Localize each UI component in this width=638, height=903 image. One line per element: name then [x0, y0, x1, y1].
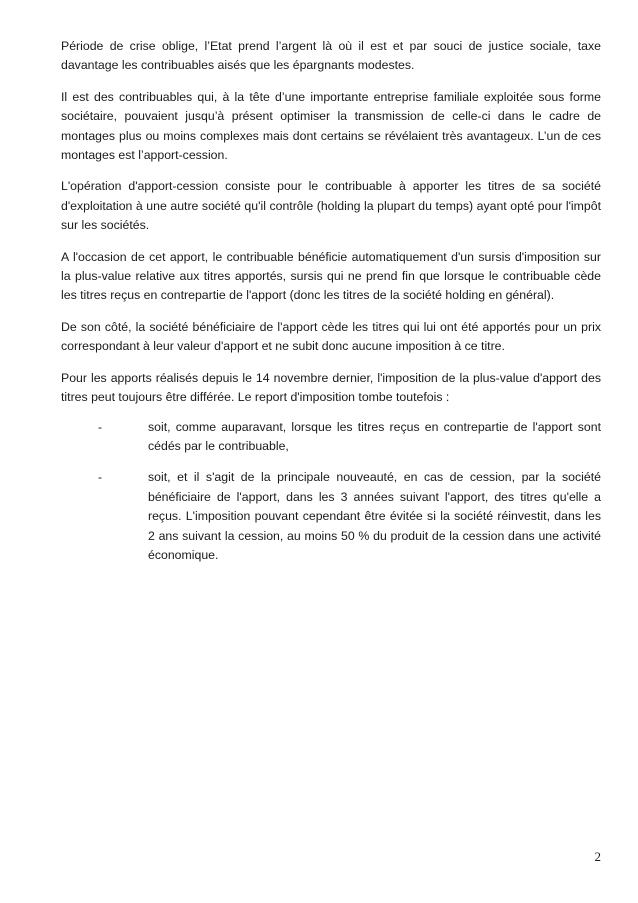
bullet-text: soit, comme auparavant, lorsque les titres reçus en contrepartie de l'apport sont cédés par le contribuable, — [148, 419, 601, 453]
page-number: 2 — [594, 849, 601, 864]
paragraph-crisis: Période de crise oblige, l’Etat prend l’argent là où il est et par souci de justice sociale, taxe davantage les contribuables aisés que les épargnants modestes. — [61, 39, 601, 73]
bullet-list — [61, 418, 601, 566]
bullet-marker: - — [98, 419, 103, 434]
paragraph-operation: L'opération d'apport-cession consiste pour le contribuable à apporter les titres de sa société d'exploitation à une autre société qu'il contrôle (holding la plupart du temps) ayant opté pour l'impôt sur les sociétés. — [61, 179, 601, 233]
paragraph-taxpayers: Il est des contribuables qui, à la tête d’une importante entreprise familiale exploitée sous forme sociétaire, pouvaient jusqu’à présent optimiser la transmission de celle-ci dans le cadre de montages plus ou moins complexes mais dont certains se révélaient très avantageux. L’un de ces montages est l’apport-cession. — [61, 89, 601, 163]
paragraph-deferral: A l'occasion de cet apport, le contribuable bénéficie automatiquement d'un sursis d'imposition sur la plus-value relative aux titres apportés, sursis qui ne prend fin que lorsque le contribuable cède les titres reçus en contrepartie de l'apport (donc les titres de la société holding en général). — [61, 249, 601, 303]
bullet-marker: - — [98, 470, 103, 485]
list-item — [61, 418, 601, 457]
paragraph-beneficiary: De son côté, la société bénéficiaire de l'apport cède les titres qui lui ont été apportés pour un prix correspondant à leur valeur d'apport et ne subit donc aucune imposition à ce titre. — [61, 319, 601, 354]
paragraph-new-rules: Pour les apports réalisés depuis le 14 novembre dernier, l'imposition de la plus-value d'apport des titres peut toujours être différée. Le report d'imposition tombe toutefois : — [61, 370, 601, 405]
list-item — [61, 468, 601, 565]
document-body — [61, 37, 601, 577]
bullet-text: soit, et il s'agit de la principale nouveauté, en cas de cession, par la société bénéficiaire de l'apport, dans les 3 années suivant l'apport, des titres qu'elle a reçus. L'imposition pouvant cependant être évitée si la société réinvestit, dans les 2 ans suivant la cession, au moins 50 % du produit de la cession dans une activité économique. — [148, 470, 601, 562]
